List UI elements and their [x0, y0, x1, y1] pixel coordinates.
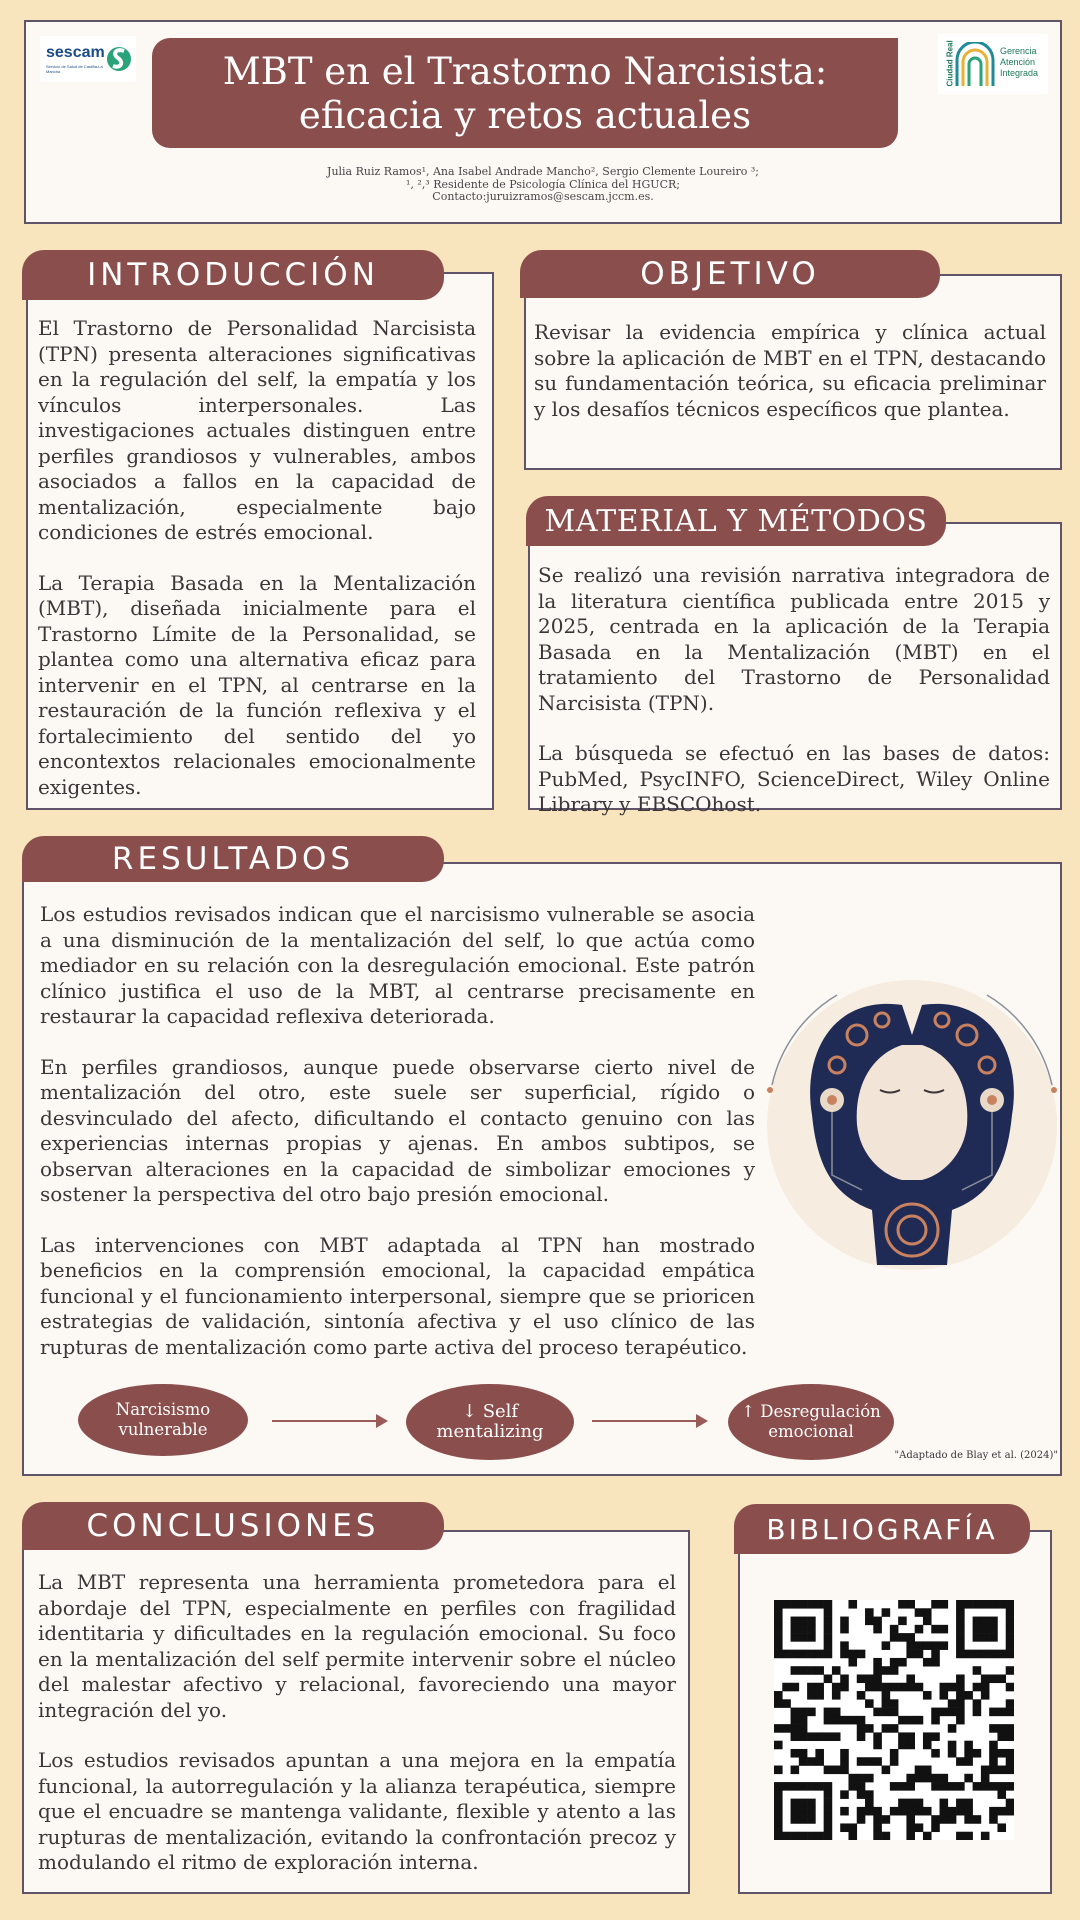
contact-email: Contacto:juruizramos@sescam.jccm.es. [432, 190, 654, 203]
flow-node-narcisismo [78, 1384, 248, 1456]
header-panel [24, 20, 1062, 224]
flow-node-self-mentalizing [406, 1384, 574, 1460]
flow-arrow-2 [592, 1420, 706, 1422]
flow-node-desregulacion [728, 1384, 894, 1460]
flow-node-narcisismo-label: Narcisismo vulnerable [115, 1400, 211, 1439]
conclusiones-paragraph-2: Los estudios revisados apuntan a una mejora en la empatía funcional, la autorregulación y la alianza terapéutica, siempre que el encuadre se mantenga validante, flexible y atento a las rupturas de mentalización, evitando la confrontación precoz y modulando el ritmo de exploración interna. [38, 1748, 676, 1874]
intro-heading: INTRODUCCIÓN [22, 250, 444, 300]
objetivo-paragraph: Revisar la evidencia empírica y clínica actual sobre la aplicación de MBT en el TPN, destacando su fundamentación teórica, su eficacia preliminar y los desafíos técnicos específicos que plantea. [534, 320, 1046, 421]
resultados-paragraph-3: Las intervenciones con MBT adaptada al TPN han mostrado beneficios en la comprensión emocional, la capacidad empática funcional y el funcionamiento interpersonal, siempre que se prioricen estrategias de validación, sintonía afectiva y el uso clínico de las rupturas de mentalización como parte activa del proceso terapéutico. [40, 1232, 755, 1359]
objetivo-heading: OBJETIVO [520, 250, 940, 298]
arches-icon [954, 42, 996, 86]
intro-paragraph-2: La Terapia Basada en la Mentalización (MBT), diseñada inicialmente para el Trastorno Límite de la Personalidad, se plantea como una alternativa eficaz para intervenir en el TPN, al centrarse en la restauración de la función reflexiva y el fortalecimiento del sentido del yo encontextos relacionales emocionalmente exigentes. [38, 570, 476, 799]
figure-citation: "Adaptado de Blay et al. (2024)" [894, 1450, 1058, 1461]
metodos-paragraph-2: La búsqueda se efectuó en las bases de datos: PubMed, PsycINFO, ScienceDirect, Wiley Online Library y EBSCOhost. [538, 741, 1050, 816]
page-title-line2: eficacia y retos actuales [298, 94, 752, 137]
gerencia-text-3: Integrada [1000, 68, 1039, 78]
gerencia-text-2: Atención [1000, 57, 1036, 67]
sescam-logo [40, 36, 136, 82]
metodos-paragraph-1: Se realizó una revisión narrativa integradora de la literatura científica publicada entre 2015 y 2025, centrada en la aplicación de la Terapia Basada en la Mentalización (MBT) en el tratamiento del Trastorno de Personalidad Narcisista (TPN). [538, 563, 1050, 715]
qr-code[interactable] [774, 1600, 1014, 1840]
page-title-line1: MBT en el Trastorno Narcisista: [222, 50, 828, 93]
authors: Julia Ruiz Ramos¹, Ana Isabel Andrade Mancho², Sergio Clemente Loureiro ³; [327, 165, 759, 178]
authors-block [26, 166, 1060, 204]
flow-node-desregulacion-label: ↑ Desregulación emocional [741, 1402, 881, 1441]
sescam-logo-subtext: Servicio de Salud de Castilla-La Mancha [46, 64, 103, 74]
resultados-text [40, 902, 755, 1360]
gerencia-text-1: Gerencia [1000, 46, 1037, 56]
conclusiones-paragraph-1: La MBT representa una herramienta prometedora para el abordaje del TPN, especialmente en perfiles con fragilidad identitaria y dificultades en la regulación emocional. Su foco en la mentalización del self permite intervenir sobre el núcleo del malestar afectivo y relacional, favoreciendo una mayor integración del yo. [38, 1570, 676, 1722]
bibliografia-heading: BIBLIOGRAFÍA [734, 1504, 1030, 1554]
resultados-paragraph-2: En perfiles grandiosos, aunque puede observarse cierto nivel de mentalización del otro, este suele ser superficial, rígido o desvinculado del afecto, dificultando el contacto genuino con las experiencias internas propias y ajenas. En ambos subtipos, se observan alteraciones en la capacidad de simbolizar emociones y sostener la perspectiva del otro bajo presión emocional. [40, 1054, 755, 1206]
intro-paragraph-1: El Trastorno de Personalidad Narcisista (TPN) presenta alteraciones significativas en la regulación del self, la empatía y los vínculos interpersonales. Las investigaciones actuales distinguen entre perfiles grandiosos y vulnerables, ambos asociados a fallos en la capacidad de mentalización, especialmente bajo condiciones de estrés emocional. [38, 316, 476, 544]
title-banner [152, 38, 898, 148]
metodos-heading: MATERIAL Y MÉTODOS [526, 496, 946, 546]
resultados-paragraph-1: Los estudios revisados indican que el narcisismo vulnerable se asocia a una disminución de la mentalización del self, lo que actúa como mediador en su relación con la desregulación emocional. Este patrón clínico justifica el uso de la MBT, al centrarse precisamente en restaurar la capacidad reflexiva deteriorada. [40, 902, 755, 1028]
resultados-heading: RESULTADOS [22, 836, 444, 882]
qr-code-matrix [774, 1600, 1014, 1840]
conclusiones-heading: CONCLUSIONES [22, 1502, 444, 1550]
twin-heads-gears-illustration [762, 975, 1062, 1275]
metodos-text [538, 563, 1050, 818]
gerencia-logo [938, 34, 1048, 94]
affiliation: ¹, ²,³ Residente de Psicología Clínica del HGUCR; [406, 177, 680, 191]
flow-node-self-mentalizing-label: ↓ Self mentalizing [436, 1401, 544, 1442]
sescam-s-icon [106, 40, 132, 78]
flow-arrow-1 [272, 1420, 386, 1422]
intro-text [38, 316, 476, 800]
sescam-logo-text: sescam [46, 44, 105, 61]
conclusiones-text [38, 1570, 676, 1876]
gerencia-logo-vertical-text: Ciudad Real [945, 40, 955, 87]
objetivo-text [534, 320, 1046, 422]
